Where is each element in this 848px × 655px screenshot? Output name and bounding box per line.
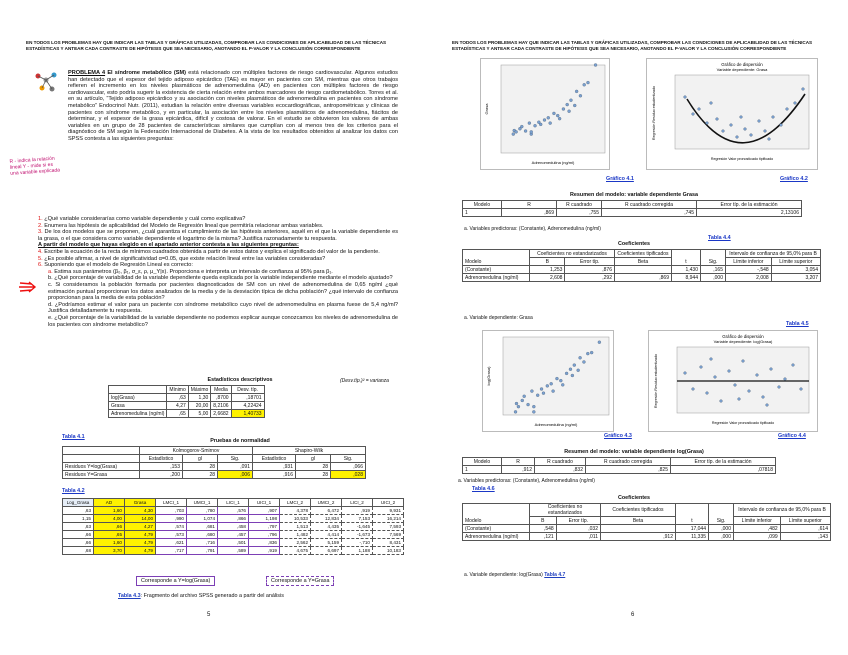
scatter-point [573,104,576,107]
summary2-title: Resumen del modelo: variable dependiente log(Grasa) [564,449,704,455]
spss-cell: 1,15 [63,515,94,523]
page-header: EN TODOS LOS PROBLEMAS HAY QUE INDICAR LAS TABLAS Y GRÁFICAS UTILIZADAS, COMPROBAR LAS CONDICIONES DE APLICABILIDAD DE LAS TÉCNICAS ESTADÍSTICAS Y ANTEAR CADA CONTRASTE DE HIPÓTESIS QUE SEA NECESARIO, ANOTANDO EL P-VALOR Y LA CONCLUSIÓN CORRESPONDIENTE [452,40,813,51]
table-row: (Constante) ,548 ,032 17,044 ,000 ,482 ,614 [463,525,831,533]
chart-4-2-title: Gráfico de dispersión [721,62,763,67]
desc-side-note: (Desv.típ.)² = varianza [340,378,389,384]
page-number: 6 [631,612,635,618]
plot-area [503,337,609,415]
table-row [63,547,404,555]
chart-4-4-subtitle: Variable dependiente: log(Grasa) [713,339,773,344]
table-row: Adrenomedulina (ng/ml) ,121 ,011 ,912 11,335 ,000 ,099 ,143 [463,533,831,541]
question-3: 3. De los dos modelos que se proponen, ¿cuál garantiza el cumplimiento de las hipótesis anteriores, aquél en el que la variable dependiente es la grasa, o el que considera como variable dependiente el logaritmo de la misma? Justifica razonadamente tu respuesta. [38,229,398,242]
spss-cell: ,458 [218,523,249,531]
table-row: Grasa 4,27 20,00 8,2106 4,22424 [109,402,265,410]
scatter-point [598,341,601,344]
scatter-point [577,369,580,372]
desc-table-title: Estadísticos descriptivos [207,377,273,383]
scatter-point [523,395,526,398]
chart-4-3-svg [483,331,613,431]
spss-cell: 4,79 [125,547,156,555]
scatter-point [515,130,518,133]
scatter-point [547,116,550,119]
spss-cell: 4,435 [311,523,342,531]
scatter-point [594,64,597,67]
spss-header-cell: UICI_2 [373,499,404,507]
spss-cell: ,68 [63,547,94,555]
grafico-4-4-link[interactable]: Gráfico 4.4 [778,433,806,439]
problem-title: El síndrome metabólico (SM) [107,70,187,76]
x-axis-label: Adrenomedulina (ng/ml) [534,422,578,427]
scatter-point [579,94,582,97]
scatter-point [561,383,564,386]
spss-cell: 10,183 [373,547,404,555]
tabla-4-3-caption: Tabla 4.3: Fragmento del archivo SPSS generado a partir del análisis [118,593,284,599]
scatter-point [515,402,518,405]
scatter-point [558,117,561,120]
spss-cell: ,680 [187,531,218,539]
spss-cell: ,919 [342,507,373,515]
questions-list [38,216,398,328]
spss-cell: 4,30 [125,507,156,515]
tabla-4-5-link[interactable]: Tabla 4.5 [786,321,809,327]
spss-cell: ,573 [156,531,187,539]
spss-header-row [63,499,404,507]
spss-header-cell: LICI_1 [218,499,249,507]
scatter-point [573,364,576,367]
chart-4-1-svg [481,59,609,169]
spss-cell: ,457 [218,531,249,539]
spss-cell: 9,931 [373,507,404,515]
spss-cell: 7,569 [373,531,404,539]
question-4: 4. Escribe la ecuación de la recta de mínimos cuadrados obtenida a partir de estos datos y explica el significado del valor de la pendiente. [38,248,380,255]
spss-fragment-table [62,498,404,555]
scatter-point [579,356,582,359]
handwritten-note: R - indica la relación lineal Y - mide si es una variable explicada [9,155,61,177]
subquestion-d: d. ¿Podríamos estimar el valor para un paciente con síndrome metabólico cuyo nivel de adrenomedulina en plasma fuese de 5,4 ng/ml? Justifica detalladamente tu respuesta. [48,301,398,315]
table-row [63,507,404,515]
spss-cell: ,574 [156,523,187,531]
question-6: 6. Suponiendo que el modelo de Regresión Lineal es correcto: [38,262,193,269]
scatter-point [543,119,546,122]
molecule-illustration [32,70,60,94]
spss-cell: ,780 [187,507,218,515]
table-row: (Constante) 1,253 ,876 1,430 ,165 -,548 3,054 [463,266,821,274]
spss-cell: ,621 [156,539,187,547]
spss-cell: ,501 [218,539,249,547]
spss-cell: 5,159 [311,539,342,547]
grafico-4-1-link[interactable]: Gráfico 4.1 [606,176,634,182]
tabla-4-4-link[interactable]: Tabla 4.4 [708,235,731,241]
scatter-point [514,410,517,413]
problem-body: está relacionado con múltiples factores de riesgo cardiovascular. Algunos estudios han detectado que el espesor del tejido adiposo epicárdico (TAE) es mayor en pacientes con SM, mientras que otros trabajos refieren el incremento en los niveles plasmáticos de adrenomedulina (AD) en pacientes con múltiples factores de riesgo cardiovascular, esto podría sugerir la existencia de cierta relación entre ambos marcadores de riesgo cardiometabólico. Torres et al. en su artículo, “Tejido adiposo epicárdico y su asociación con niveles plasmáticos de adrenomedulina en pacientes con síndrome metabólico” Endocrinol Nutr. (2011), estudian la relación entre diversas variables ecocardiográficas, antropométricas y clínicas de pacientes con síndrome metabólico, y en particular, la asociación entre los niveles plasmáticos de adrenomedulina, fiácitos de determinar, y el espesor de la grasa epicárdica, difícil y costosa de valorar. En el estudio se obtuvieron los valores de ambas variables en un grupo de 28 pacientes de características similares que cumplían con al menos tres de los criterios para el diagnóstico de SM según la Federación Internacional de Diabetes. A la vista de los resultados obtenidos al analizar los datos con SPSS contesta a las siguientes preguntas: [68,70,398,142]
scatter-point [517,405,520,408]
scatter-point [569,368,572,371]
spss-header-cell: LMCI_1 [156,499,187,507]
scatter-point [552,112,555,115]
spss-header-cell: Log_Grasa [63,499,94,507]
chart-4-2-xlabel: Regresión Valor pronosticado tipificado [710,157,774,161]
question-5: 5. ¿Es posible afirmar, a nivel de significatividad α=0.05, que existe relación lineal entre las variables consideradas? [38,255,326,262]
tabla-4-2-link[interactable]: Tabla 4.2 [62,488,85,494]
spss-cell: 4,79 [125,539,156,547]
page-6 [424,0,848,655]
table-row [63,539,404,547]
arrow-scribble-icon [18,280,40,299]
spss-cell: 4,79 [125,531,156,539]
spss-header-cell: LMCI_2 [280,499,311,507]
desc-table: Mínimo Máximo Media Desv. típ. log(Grasa) ,63 1,30 ,8700 ,18701 Grasa 4,27 20,00 8,2106 4,22424 Adrenomedulina (ng/ml) ,65 5,00 2,6682 1,40733 [108,385,265,418]
spss-cell: 1,188 [342,547,373,555]
grafico-4-3-link[interactable]: Gráfico 4.3 [604,433,632,439]
scatter-point [583,83,586,86]
scatter-point [527,403,530,406]
chart-4-2 [646,58,818,170]
chart-4-4-xlabel: Regresión Valor pronosticado tipificado [711,421,775,425]
spss-cell: ,703 [156,507,187,515]
table-row [63,531,404,539]
spss-cell: 1,513 [280,523,311,531]
spss-cell: ,919 [249,547,280,555]
spss-cell: 16,214 [373,515,404,523]
summary2-note: a. Variables predictoras: (Constante), Adrenomedulina (ng/ml) [458,478,595,484]
scatter-point [565,372,568,375]
y-axis-label: Grasa [484,103,489,115]
coef1-note: a. Variable dependiente: Grasa [464,315,533,321]
spss-cell: ,836 [249,539,280,547]
scatter-point [534,124,537,127]
scatter-point [582,360,585,363]
scatter-point [546,384,549,387]
scatter-point [556,114,559,117]
spss-cell: 4,378 [280,507,311,515]
spss-cell: 4,00 [94,515,125,523]
grafico-4-2-link[interactable]: Gráfico 4.2 [780,176,808,182]
scatter-point [520,125,523,128]
y-axis-label: log(Grasa) [486,366,491,386]
scatter-point [542,392,545,395]
spss-cell: ,65 [94,531,125,539]
subquestion-a: a. Estima sus parámetros (β₀, β₁, σ_ε, ρ, μ_Y|x). Proporciona e interpreta un intervalo de confianza al 95% para β₁. [48,268,333,275]
spss-cell: 1,482 [280,531,311,539]
spss-cell: ,589 [218,547,249,555]
scatter-point [590,351,593,354]
subquestion-e: e. ¿Qué porcentaje de la variabilidad de la variable dependiente no podemos explicar aunque conozcamos los niveles de adrenomedulina de los pacientes con síndrome metabólico? [48,314,398,328]
spss-header-cell: UICI_1 [249,499,280,507]
problem-label: PROBLEMA 4 [68,70,106,76]
subquestion-c: c. Si consideramos la población formada por pacientes diagnosticados de SM con un nivel de adrenomedulina de 0,65 ng/ml ¿qué estimación puntual proporcionan los datos analizados de la media y de la desviación típica de dicha población? ¿qué intervalo de confianza proporcionan para la media de esta población? [48,281,398,302]
scatter-point [586,352,589,355]
scatter-point [571,374,574,377]
spss-cell: ,63 [63,523,94,531]
scatter-point [536,394,539,397]
summary2-table: Modelo R R cuadrado R cuadrado corregida Error típ. de la estimación 1 ,912 ,832 ,825 ,07818 [462,457,776,474]
spss-cell: -,710 [342,539,373,547]
table-row: Residuos Y=log(Grasa) ,153 28 ,091 ,931 28 ,066 [63,463,366,471]
spss-header-cell: UMCI_1 [187,499,218,507]
spss-cell: ,63 [63,507,94,515]
scatter-point [555,377,558,380]
spss-cell: ,681 [187,523,218,531]
spss-cell: ,797 [249,523,280,531]
coef1-table: Modelo Coeficientes no estandarizados Coeficientes tipificados t Sig. Intervalo de confianza de 95,0% para B B Error típ. Beta Límite inferior Límite superior (Constante) 1,253 ,876 1,430 ,165 -,548 3,054 Adrenomedulina (ng/ml) 2,608 ,292 ,869 8,944 ,000 2,008 3,207 [462,249,821,282]
scatter-point [552,390,555,393]
scatter-point [566,103,569,106]
spss-cell: 8,431 [373,539,404,547]
question-1: 1. ¿Qué variable considerarías como variable dependiente y cuál como explicativa? [38,216,246,222]
spss-cell: 12,834 [311,515,342,523]
spss-cell: 2,562 [280,539,311,547]
summary1-note: a. Variables predictoras: (Constante), Adrenomedulina (ng/ml) [464,226,601,232]
tabla-4-7-link[interactable]: Tabla 4.7 [544,572,566,578]
spss-cell: 4,414 [311,531,342,539]
table-row [63,515,404,523]
spss-cell: 1,60 [94,539,125,547]
question-2: 2. Enumera las hipótesis de aplicabilidad del Modelo de Regresión lineal que permitiría relacionar ambas variables. [38,222,324,229]
chart-4-4 [648,330,818,432]
spss-cell: 1,074 [187,515,218,523]
table-row: 1 ,912 ,832 ,825 ,07818 [463,466,776,474]
table-row: Residuos Y=Grasa ,200 28 ,006 ,916 28 ,028 [63,471,366,479]
spss-cell: 7,593 [373,523,404,531]
scatter-point [575,90,578,93]
page-header: EN TODOS LOS PROBLEMAS HAY QUE INDICAR LAS TABLAS Y GRÁFICAS UTILIZADAS, COMPROBAR LAS CONDICIONES DE APLICABILIDAD DE LAS TÉCNICAS ESTADÍSTICAS Y ANTEAR CADA CONTRASTE DE HIPÓTESIS QUE SEA NECESARIO, ANOTANDO EL P-VALOR Y LA CONCLUSIÓN CORRESPONDIENTE [26,40,387,51]
coef2-title: Coeficientes [617,495,651,501]
table-row: Adrenomedulina (ng/ml) ,65 5,00 2,6682 1,40733 [109,410,265,418]
spss-cell: ,576 [218,507,249,515]
spss-cell: ,66 [63,531,94,539]
spss-cell: 1,60 [94,507,125,515]
spss-cell: ,990 [156,515,187,523]
scatter-point [568,110,571,113]
scatter-point [521,399,524,402]
scatter-point [550,382,553,385]
norm-table: Kolmogorov-Smirnov Shapiro-Wilk Estadístico gl Sig. Estadístico gl Sig. Residuos Y=log(Grasa) ,153 28 ,091 ,931 28 ,066 Residuos Y=Grasa ,200 28 ,006 ,916 28 ,028 [62,446,366,479]
problem-statement [68,70,398,143]
scatter-point [512,133,515,136]
spss-cell: ,66 [94,523,125,531]
spss-cell: 7,153 [342,515,373,523]
scatter-point [532,405,535,408]
summary1-table: Modelo R R cuadrado R cuadrado corregida Error típ. de la estimación 1 ,869 ,755 ,745 2,13106 [462,200,802,217]
x-axis-label: Adrenomedulina (ng/ml) [531,160,575,165]
norm-table-title: Pruebas de normalidad [210,438,270,444]
spss-header-cell: LICI_2 [342,499,373,507]
table-row: 1 ,869 ,755 ,745 2,13106 [463,209,802,217]
subquestion-b: b. ¿Qué porcentaje de variabilidad de la variable dependiente queda explicada por la variable independiente mediante el modelo ajustado? [48,275,393,282]
spss-cell: ,716 [187,539,218,547]
chart-4-4-svg [649,331,817,431]
spss-cell: 4,27 [125,523,156,531]
scatter-point [530,130,533,133]
scatter-point [524,130,527,133]
table-row: Adrenomedulina (ng/ml) 2,608 ,292 ,869 8,944 ,000 2,008 3,207 [463,274,821,282]
scatter-point [540,388,543,391]
tabla-4-6-link[interactable]: Tabla 4.6 [472,486,495,492]
legend-grasa: Corresponde a Y=Grasa [266,576,334,586]
scatter-point [549,122,552,125]
scatter-point [539,123,542,126]
table-row: log(Grasa) ,63 1,30 ,8700 ,18701 [109,394,265,402]
scatter-point [569,99,572,102]
coef1-title: Coeficientes [617,241,651,247]
coef2-table: Modelo Coeficientes no estandarizados Coeficientes tipificados t Sig. Intervalo de confianza de 95,0% para B B Error típ. Beta Límite inferior Límite superior (Constante) ,548 ,032 17,044 ,000 ,482 ,614 Adrenomedulina (ng/ml) ,121 ,011 ,912 11,335 ,000 ,099 ,143 [462,503,831,541]
coef2-note: a. Variable dependiente: log(Grasa) Tabla 4.7 [464,572,566,578]
spss-cell: ,791 [187,547,218,555]
chart-4-4-ylabel: Regresión Residuo estudentizado [654,354,658,408]
spss-cell: ,796 [249,531,280,539]
spss-cell: ,717 [156,547,187,555]
plot-area [501,65,605,153]
section-heading: A partir del modelo que hayas elegido en el apartado anterior contesta a las siguientes preguntas: [38,242,299,249]
table-row [63,523,404,531]
spss-header-cell: UMCI_2 [311,499,342,507]
spss-cell: 1,198 [249,515,280,523]
chart-4-2-svg [647,59,817,169]
legend-log-grasa: Corresponde a Y=log(Grasa) [136,576,215,586]
scatter-point [530,390,533,393]
scatter-point [532,410,535,413]
spss-cell: 6,472 [311,507,342,515]
chart-4-1 [480,58,610,170]
spss-cell: -1,645 [342,523,373,531]
spss-cell: 10,533 [280,515,311,523]
scatter-point [559,379,562,382]
spss-header-cell: Grasa [125,499,156,507]
scatter-point [528,122,531,125]
spss-cell: ,907 [249,507,280,515]
chart-4-3 [482,330,614,432]
spss-cell: ,866 [218,515,249,523]
spss-cell: 4,675 [280,547,311,555]
spss-cell: 3,70 [94,547,125,555]
spss-header-cell: AD [94,499,125,507]
chart-4-2-subtitle: Variable dependiente: Grasa [716,67,768,72]
tabla-4-1-link[interactable]: Tabla 4.1 [62,434,85,440]
spss-cell: -1,673 [342,531,373,539]
scatter-point [562,108,565,111]
chart-4-4-title: Gráfico de dispersión [722,334,764,339]
spss-cell: ,66 [63,539,94,547]
spss-cell: 6,697 [311,547,342,555]
chart-4-2-ylabel: Regresión Residuo estudentizado [652,86,656,140]
spss-cell: 14,00 [125,515,156,523]
summary1-title: Resumen del modelo: variable dependiente Grasa [570,192,698,198]
page-number: 5 [207,612,211,618]
scatter-point [586,81,589,84]
